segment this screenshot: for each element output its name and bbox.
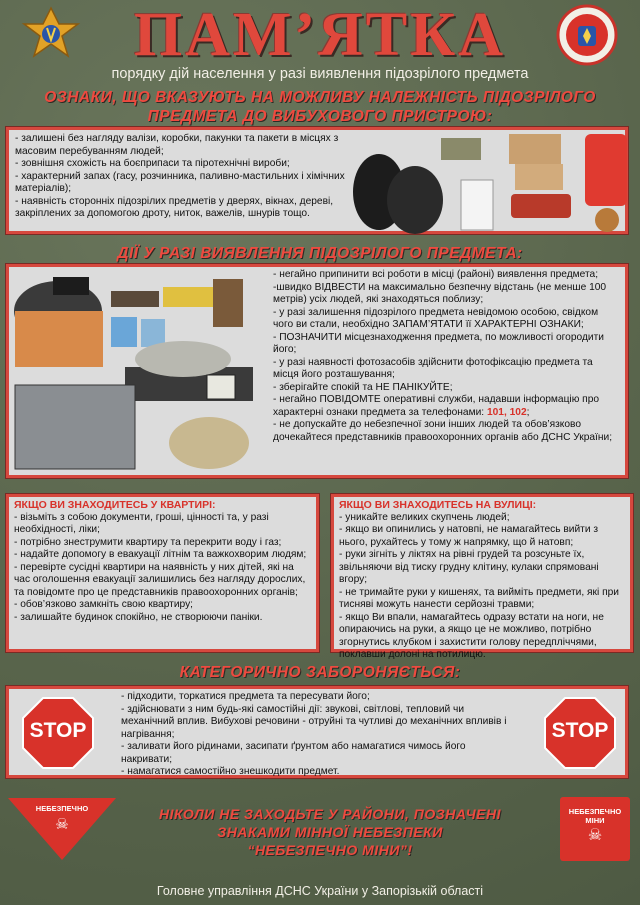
street-panel xyxy=(331,494,633,660)
signs-panel xyxy=(6,127,628,234)
street-heading: ЯКЩО ВИ ЗНАХОДИТЕСЬ НА ВУЛИЦІ: xyxy=(339,499,537,511)
list-item: - не допускайте до небезпечної зони інших людей та обов’язково дочекайтеся представників правоохоронних органів або ДСНС України; xyxy=(273,419,613,443)
stop-sign-icon: STOP xyxy=(22,697,94,769)
mine-warning-triangle: НЕБЕЗПЕЧНО ☠ xyxy=(8,798,116,860)
list-item: - якщо ви опинились у натовпі, не намагайтесь вийти з нього, рухайтесь у тому ж напрямку, що й натовп; xyxy=(339,524,599,548)
explosive-devices-illustration xyxy=(13,271,263,475)
list-item: - негайно припинити всі роботи в місці (районі) виявлення предмета; xyxy=(273,269,599,280)
list-item: - здійснювати з ним будь-які самостійні дії: звукові, світлові, тепловий чи механічний вплив. Вибухові речовини - отруйні та чутливі до механічних впливів і нагрівання; xyxy=(121,703,507,740)
mine-warning-box: НЕБЕЗПЕЧНО МІНИ ☠ xyxy=(560,797,630,861)
skull-icon: ☠ xyxy=(55,816,69,833)
mine-warning-text: НІКОЛИ НЕ ЗАХОДЬТЕ У РАЙОНИ, ПОЗНАЧЕНІ ЗНАКАМИ МІННОЇ НЕБЕЗПЕКИ “НЕБЕЗПЕЧНО МІНИ”! xyxy=(159,806,501,858)
suspicious-items-illustration xyxy=(349,130,629,234)
list-item: - перевірте сусідні квартири на наявність у них дітей, які на час оголошення евакуації залишились без нагляду дорослих, та повідомте про це представників правоохоронних органів; xyxy=(14,561,306,598)
page-subtitle: порядку дій населення у разі виявлення підозрілого предмета xyxy=(111,66,529,82)
apartment-heading: ЯКЩО ВИ ЗНАХОДИТЕСЬ У КВАРТИРІ: xyxy=(14,499,216,511)
actions-heading: ДІЇ У РАЗІ ВИЯВЛЕННЯ ПІДОЗРІЛОГО ПРЕДМЕТА: xyxy=(117,245,523,262)
list-item: - у разі наявності фотозасобів здійснити фотофіксацію предмета та місця його розташування; xyxy=(273,356,593,380)
list-item: - підходити, торкатися предмета та пересувати його; xyxy=(121,691,370,702)
footer-text: Головне управління ДСНС України у Запорізькій області xyxy=(156,884,484,898)
list-item: - візьміть з собою документи, гроші, цінності та, у разі необхідності, ліки; xyxy=(14,511,269,535)
list-item: - характерний запах (гасу, розчинника, паливно-мастильних і хімічних матеріалів); xyxy=(15,170,345,194)
list-item: - залишені без нагляду валізи, коробки, пакунки та пакети в місцях з масовим перебуванням людей; xyxy=(15,133,339,157)
list-item: - залишайте будинок спокійно, не створюючи паніки. xyxy=(14,611,263,623)
list-item: - руки зігніть у ліктях на рівні грудей та розсуньте їх, звільняючи від тиску грудну клітину, кулаки спрямовані вгору; xyxy=(339,549,599,585)
page-title: ПАМ’ЯТКА xyxy=(133,1,507,69)
signs-heading: ОЗНАКИ, ЩО ВКАЗУЮТЬ НА МОЖЛИВУ НАЛЕЖНІСТЬ ПІДОЗРІЛОГО ПРЕДМЕТА ДО ВИБУХОВОГО ПРИСТРОЮ: xyxy=(44,89,596,125)
list-item: - зберігайте спокій та НЕ ПАНІКУЙТЕ; xyxy=(273,381,453,393)
list-item: - обов’язково замкніть свою квартиру; xyxy=(14,599,193,610)
list-item: - якщо Ви впали, намагайтесь одразу встати на ноги, не опираючись на руки, а якщо це не можливо, потрібно згорнутись клубком і захистити голову передпліччями, поклавши долоні на потилицю. xyxy=(339,611,604,660)
list-item: - наявність сторонніх підозрілих предметів у дверях, вікнах, дереві, закріплених за допомогою дроту, ниток, важелів, шнурів тощо. xyxy=(15,195,334,219)
list-item: - у разі залишення підозрілого предмета невідомою особою, свідком чого ви стали, необхідно ЗАПАМ’ЯТАТИ її ХАРАКТЕРНІ ОЗНАКИ; xyxy=(273,306,599,330)
emergency-phones: 101, 102 xyxy=(486,406,527,418)
skull-icon: ☠ xyxy=(587,827,603,844)
forbidden-panel xyxy=(6,686,628,778)
list-item: - заливати його рідинами, засипати ґрунтом або намагатися чимось його накривати; xyxy=(121,741,466,765)
list-item: - не тримайте руки у кишенях, та вийміть предмети, які при тисняві можуть нанести серйозні травми; xyxy=(339,586,619,610)
forbidden-heading: КАТЕГОРИЧНО ЗАБОРОНЯЄТЬСЯ: xyxy=(179,664,461,681)
list-item: - надайте допомогу в евакуації літнім та важкохворим людям; xyxy=(14,549,307,560)
actions-panel xyxy=(6,264,628,478)
list-item: -швидко ВІДВЕСТИ на максимально безпечну відстань (не менше 100 метрів) усіх людей, які знаходяться поблизу; xyxy=(273,281,607,305)
list-item: - зовнішня схожість на боєприпаси та піротехнічні вироби; xyxy=(15,158,290,169)
apartment-panel xyxy=(6,494,319,652)
list-item: - намагатися самостійно знешкодити предмет. xyxy=(121,766,340,777)
stop-sign-icon: STOP xyxy=(544,697,616,769)
list-item: - уникайте великих скупчень людей; xyxy=(339,511,510,523)
list-item: - негайно ПОВІДОМТЕ оперативні служби, надавши інформацію про характерні ознаки предмета за телефонами: 101, 102; xyxy=(273,394,600,418)
list-item: - потрібно знеструмити квартиру та перекрити воду і газ; xyxy=(14,536,282,548)
list-item: - ПОЗНАЧИТИ місцезнаходження предмета, по можливості огородити його; xyxy=(273,331,604,355)
